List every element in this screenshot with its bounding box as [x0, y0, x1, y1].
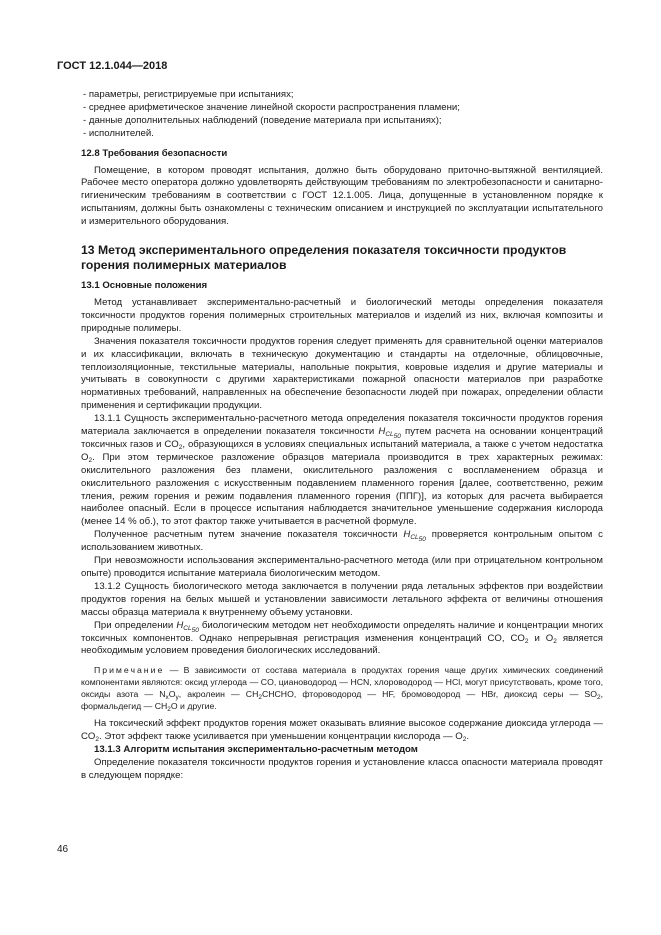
- list-item: - параметры, регистрируемые при испытаниях;: [83, 89, 294, 100]
- paragraph-co2-effect: На токсический эффект продуктов горения может оказывать влияние высокое содержание диоксида углерода — $CO_2$. Этот эффект также усиливается при уменьшении концентрации кислорода — $O_2$.: [81, 718, 603, 744]
- paragraph-values: Значения показателя токсичности продуктов горения следует применять для сравнительной оценки материалов и их классификации, включать в техническую документацию и стандарты на отделочные, облицовочные, теплоизоляционные, текстильные материалы, напольные покрытия, ковровые изделия и другие материалы и учитывать в совокупности с другими характеристиками пожарной опасности материалов при разработке нормативных требований, направленных на обеспечение безопасности людей при пожарах, определении области применения и сертификации продукции.: [81, 335, 603, 412]
- document-body: [81, 89, 603, 783]
- section-13-1-title: 13.1 Основные положения: [81, 280, 208, 292]
- section-12-8-text: Помещение, в котором проводят испытания, должно быть оборудовано приточно-вытяжной вентиляцией. Рабочее место оператора должно удовлетворять действующим требованиям по электробезопасности и санитарно-гигиеническим требованиям в соответствии с ГОСТ 12.1.005. Лица, допущенные в установленном порядке к испытаниям, должны быть ознакомлены с техническим описанием и инструкцией по эксплуатации испытательного и измерительного оборудования.: [81, 164, 603, 228]
- document-header: ГОСТ 12.1.044—2018: [57, 60, 168, 72]
- paragraph-13-1-2: 13.1.2 Сущность биологического метода заключается в получении ряда летальных эффектов при воздействии продуктов горения на белых мышей и установлении зависимости летального эффекта от величины отношения массы образца материала к внутреннему объему установки.: [81, 580, 603, 618]
- note: Примечание — В зависимости от состава материала в продуктах горения чаще других химических соединений компонентами являются: оксид углерода — CO, циановодород — HCN, хлороводород — HCl, могут присутствовать, кроме того, оксиды азота — $N_xO_y$, акролеин — $CH_2CHCHO$, фтороводород — HF, бромоводород — HBr, диоксид серы — $SO_2$, формальдегид — $CH_2O$ и другие.: [81, 665, 603, 714]
- section-13-title: 13 Метод экспериментального определения показателя токсичности продуктов горения полимерных материалов: [81, 243, 567, 273]
- list-item: - данные дополнительных наблюдений (поведение материала при испытаниях);: [83, 114, 442, 126]
- paragraph-method: Метод устанавливает экспериментально-расчетный и биологический методы определения показателя токсичности продуктов горения полимерных строительных материалов и изделий из них, включая композиты и природные полимеры.: [81, 296, 603, 334]
- list-item: - среднее арифметическое значение линейной скорости распространения пламени;: [83, 101, 460, 113]
- paragraph-fallback: При невозможности использования экспериментально-расчетного метода (или при отрицательном контрольном опыте) проводится испытание материала биологическим методом.: [81, 555, 603, 579]
- page-number: 46: [57, 844, 69, 855]
- list-item: - исполнителей.: [83, 127, 154, 139]
- paragraph-bio-method: При определении $H_{CL_{50}}$ биологическим методом нет необходимости определять наличие и концентрации многих токсичных компонентов. Однако непрерывная регистрация изменения концентраций CO, $CO_2$ и $O_2$ является необходимым условием проведения биологических исследований.: [81, 619, 604, 657]
- paragraph-control-test: Полученное расчетным путем значение показателя токсичности $H_{CL_{50}}$ проверяется контрольным опытом с использованием животных.: [81, 529, 603, 554]
- section-13-1-3-title: 13.1.3 Алгоритм испытания экспериментально-расчетным методом: [94, 744, 418, 756]
- paragraph-procedure: Определение показателя токсичности продуктов горения и установление класса опасности материала проводят в следующем порядке:: [81, 757, 603, 781]
- section-12-8-title: 12.8 Требования безопасности: [81, 147, 228, 159]
- toxicity-symbol: $H_{CL_{50}}$: [403, 529, 426, 544]
- paragraph-13-1-1: 13.1.1 Сущность экспериментально-расчетного метода определения показателя токсичности продуктов горения материала заключается в определении показателя токсичности $H_{CL_{50}}$ путем расчета на основании концентраций токсичных газов и $CO_2$, образующихся в условиях специальных испытаний материала, а также с учетом недостатка $O_2$. При этом термическое разложение образцов материала производится в трех характерных режимах: окислительного разложения без пламени, окислительного разложения с воспламенением образца и окислительного разложения с искусственным подавлением пламенного горения [далее, соответственно, режим тления, режим горения и режим подавления пламенного горения (ППГ)], из которых для расчета выбирается наиболее опасный. Если в процессе испытания наблюдается значительное уменьшение содержания кислорода (менее 14 % об.), то этот фактор также учитывается в расчетной формуле.: [81, 413, 604, 528]
- toxicity-symbol: $H_{CL_{50}}$: [378, 426, 401, 441]
- toxicity-symbol: $H_{CL_{50}}$: [176, 619, 199, 634]
